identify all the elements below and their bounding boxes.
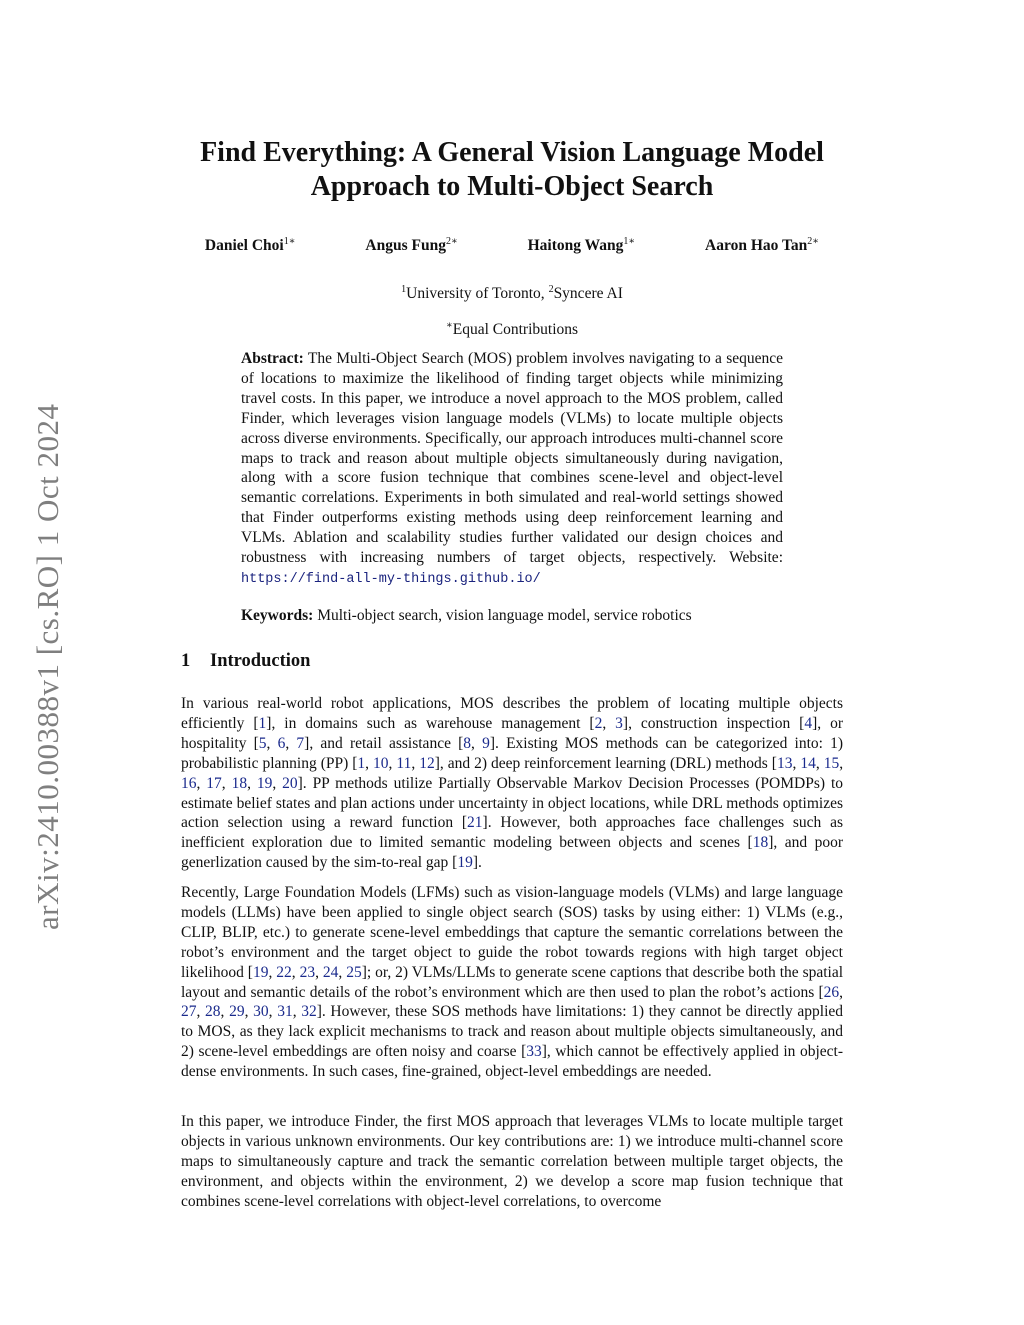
citation-link[interactable]: 12: [419, 754, 435, 772]
paragraph-text: ,: [839, 983, 843, 1001]
author-name: Haitong Wang: [527, 237, 624, 255]
author: [528, 236, 636, 255]
paragraph-text: ], construction inspection [: [622, 714, 805, 732]
paragraph-text: ,: [196, 1003, 206, 1021]
paragraph-text: ], and 2) deep reinforcement learning (DRL) methods [: [434, 754, 777, 772]
paragraph-text: ]. Existing MOS methods can be categorized into: 1) probabilistic planning (PP) [: [181, 734, 844, 772]
affiliation-mark: 1: [401, 284, 407, 295]
citation-link[interactable]: 31: [277, 1003, 293, 1021]
citation-link[interactable]: 22: [276, 963, 292, 981]
paragraph-text: ,: [471, 734, 483, 752]
paragraph-text: ], and retail assistance [: [304, 734, 464, 752]
citation-link[interactable]: 18: [231, 774, 248, 792]
paragraph-text: Recently, Large Foundation Models (LFMs) such as vision-language models (VLMs) and large language models (LLMs) have been applied to single object search (SOS) tasks by using either: 1) VLMs (e.g., CLIP, BLIP, etc.) to generate scene-level embeddings that capture the semantic correlations between the robot’s environment and the target object to guide the robot towards regions with high target object likelihood [: [181, 884, 843, 981]
author-list: [170, 236, 854, 255]
paper-title-line-2: Approach to Multi-Object Search: [310, 171, 714, 202]
paragraph-text: In this paper, we introduce Finder, the first MOS approach that leverages VLMs to locate multiple target objects in various unknown environments. Our key contributions are: 1) we introduce multi-channel score maps to simultaneously capture and track the semantic correlation between multiple target objects, the environment, and objects within the environment, 2) we develop a score map fusion technique that combines scene-level correlations with object-level correlations, to overcome: [181, 1113, 843, 1210]
author-mark: 1∗: [623, 236, 636, 247]
citation-link[interactable]: 14: [800, 754, 816, 772]
citation-link[interactable]: 2: [594, 714, 603, 732]
paragraph-text: ], which cannot be effectively applied in object-dense environments. In such cases, fine-grained, object-level embeddings are needed.: [181, 1043, 843, 1081]
citation-link[interactable]: 13: [776, 754, 793, 772]
equal-contribution-text: Equal Contributions: [452, 321, 579, 339]
author: [365, 236, 457, 255]
intro-paragraph-1: [181, 694, 843, 873]
paper-title: [150, 136, 874, 204]
section-number: 1: [181, 651, 191, 671]
arxiv-sidebar-stamp: [28, 365, 68, 930]
section-title: Introduction: [210, 651, 311, 671]
author-name: Aaron Hao Tan: [705, 237, 808, 255]
affiliation-name: University of Toronto,: [406, 285, 549, 303]
paragraph-text: ,: [268, 1003, 278, 1021]
citation-link[interactable]: 23: [299, 963, 316, 981]
paragraph-text: ]. PP methods utilize Partially Observable Markov Decision Processes (POMDPs) to estimate belief states and plan actions under uncertainty in object locations, while DRL methods optimizes action selection using a reward function [: [181, 774, 843, 832]
paragraph-text: ,: [839, 754, 844, 772]
citation-link[interactable]: 9: [482, 734, 490, 752]
author-mark: 1∗: [283, 236, 296, 247]
citation-link[interactable]: 25: [346, 963, 362, 981]
citation-link[interactable]: 7: [296, 734, 305, 752]
paragraph-text: ]. However, these SOS methods have limitations: 1) they cannot be directly applied to MOS, as they lack explicit mechanisms to track and reason about multiple objects simultaneously, and 2) scene-level embeddings are often noisy and coarse [: [181, 1003, 844, 1061]
paragraph-text: ,: [266, 734, 278, 752]
paragraph-text: ,: [221, 774, 232, 792]
paragraph-text: ,: [815, 754, 824, 772]
author: [205, 236, 296, 255]
paragraph-text: ,: [272, 774, 283, 792]
citation-link[interactable]: 19: [457, 854, 473, 872]
paragraph-text: ,: [196, 774, 207, 792]
paragraph-text: ], or hospitality [: [181, 714, 844, 752]
paragraph-text: ,: [268, 963, 277, 981]
citation-link[interactable]: 5: [258, 734, 267, 752]
paragraph-text: ,: [411, 754, 420, 772]
paragraph-text: ]; or, 2) VLMs/LLMs to generate scene captions that describe both the spatial layout and semantic details of the robot’s environment which are then used to plan the robot’s actions [: [181, 963, 844, 1001]
citation-link[interactable]: 26: [823, 983, 840, 1001]
citation-link[interactable]: 10: [373, 754, 389, 772]
citation-link[interactable]: 1: [357, 754, 366, 772]
abstract-label: Abstract:: [241, 350, 304, 367]
citation-link[interactable]: 21: [467, 814, 483, 832]
citation-link[interactable]: 27: [181, 1003, 197, 1021]
citation-link[interactable]: 19: [256, 774, 273, 792]
abstract: [241, 349, 783, 590]
paragraph-text: ,: [247, 774, 257, 792]
citation-link[interactable]: 1: [258, 714, 267, 732]
citation-link[interactable]: 29: [229, 1003, 245, 1021]
keywords: [241, 606, 783, 626]
author-mark: 2∗: [445, 236, 458, 247]
paragraph-text: ,: [292, 1003, 302, 1021]
citation-link[interactable]: 6: [277, 734, 286, 752]
citation-link[interactable]: 19: [252, 963, 269, 981]
keywords-label: Keywords:: [241, 607, 314, 624]
paragraph-text: ,: [338, 963, 347, 981]
paragraph-text: ,: [315, 963, 323, 981]
paragraph-text: ].: [472, 854, 482, 872]
paragraph-text: ,: [792, 754, 801, 772]
section-heading-introduction: [181, 651, 310, 672]
affiliations: [180, 284, 844, 303]
affiliation-mark: 2: [548, 284, 554, 295]
citation-link[interactable]: 32: [301, 1003, 317, 1021]
paragraph-text: ]. However, both approaches face challenges such as inefficient exploration due to limited semantic modeling between objects and scenes [: [181, 814, 844, 852]
affiliation-name: Syncere AI: [553, 285, 623, 303]
citation-link[interactable]: 20: [282, 774, 298, 792]
paragraph-text: ,: [285, 734, 297, 752]
equal-contribution-note: [180, 320, 844, 339]
arxiv-identifier: arXiv:2410.00388v1 [cs.RO] 1 Oct 2024: [30, 403, 65, 930]
citation-link[interactable]: 17: [206, 774, 222, 792]
paragraph-text: In various real-world robot applications, MOS describes the problem of locating multiple objects efficiently [: [181, 695, 843, 732]
citation-link[interactable]: 8: [463, 734, 472, 752]
paragraph-text: ,: [365, 754, 374, 772]
citation-link[interactable]: 28: [205, 1003, 221, 1021]
citation-link[interactable]: 4: [804, 714, 813, 732]
paragraph-text: ,: [244, 1003, 254, 1021]
author-name: Daniel Choi: [204, 237, 284, 255]
paragraph-text: ,: [291, 963, 300, 981]
equal-contribution-mark: ∗: [445, 320, 453, 331]
citation-link[interactable]: 15: [823, 754, 840, 772]
citation-link[interactable]: 11: [396, 754, 412, 772]
author: [705, 236, 819, 255]
website-link[interactable]: https://find-all-my-things.github.io/: [241, 571, 541, 587]
paper-title-line-1: Find Everything: A General Vision Language Model: [200, 137, 824, 168]
citation-link[interactable]: 18: [752, 834, 769, 852]
citation-link[interactable]: 16: [181, 774, 197, 792]
citation-link[interactable]: 30: [253, 1003, 269, 1021]
paragraph-text: ,: [602, 714, 616, 732]
paragraph-text: ], and poor generlization caused by the sim-to-real gap [: [181, 834, 843, 872]
paragraph-text: ,: [220, 1003, 230, 1021]
abstract-text: The Multi-Object Search (MOS) problem involves navigating to a sequence of locations to maximize the likelihood of finding target objects while minimizing travel costs. In this paper, we introduce a novel approach to the MOS problem, called Finder, which leverages vision language models (VLMs) to locate multiple objects across diverse environments. Specifically, our approach introduces multi-channel score maps to track and reason about multiple objects simultaneously during navigation, along with a score fusion technique that combines scene-level and object-level semantic correlations. Experiments in both simulated and real-world settings showed that Finder outperforms existing methods using deep reinforcement learning and VLMs. Ablation and scalability studies further validated our design choices and robustness with increasing numbers of target objects, respectively. Website:: [241, 350, 783, 567]
keywords-text: Multi-object search, vision language model, service robotics: [313, 607, 692, 624]
paragraph-text: ], in domains such as warehouse management [: [266, 714, 595, 732]
author-name: Angus Fung: [365, 237, 446, 255]
author-mark: 2∗: [807, 236, 820, 247]
intro-paragraph-3: [181, 1112, 843, 1212]
paragraph-text: ,: [388, 754, 397, 772]
citation-link[interactable]: 24: [322, 963, 339, 981]
intro-paragraph-2: [181, 883, 843, 1082]
citation-link[interactable]: 3: [615, 714, 623, 732]
citation-link[interactable]: 33: [526, 1043, 542, 1061]
